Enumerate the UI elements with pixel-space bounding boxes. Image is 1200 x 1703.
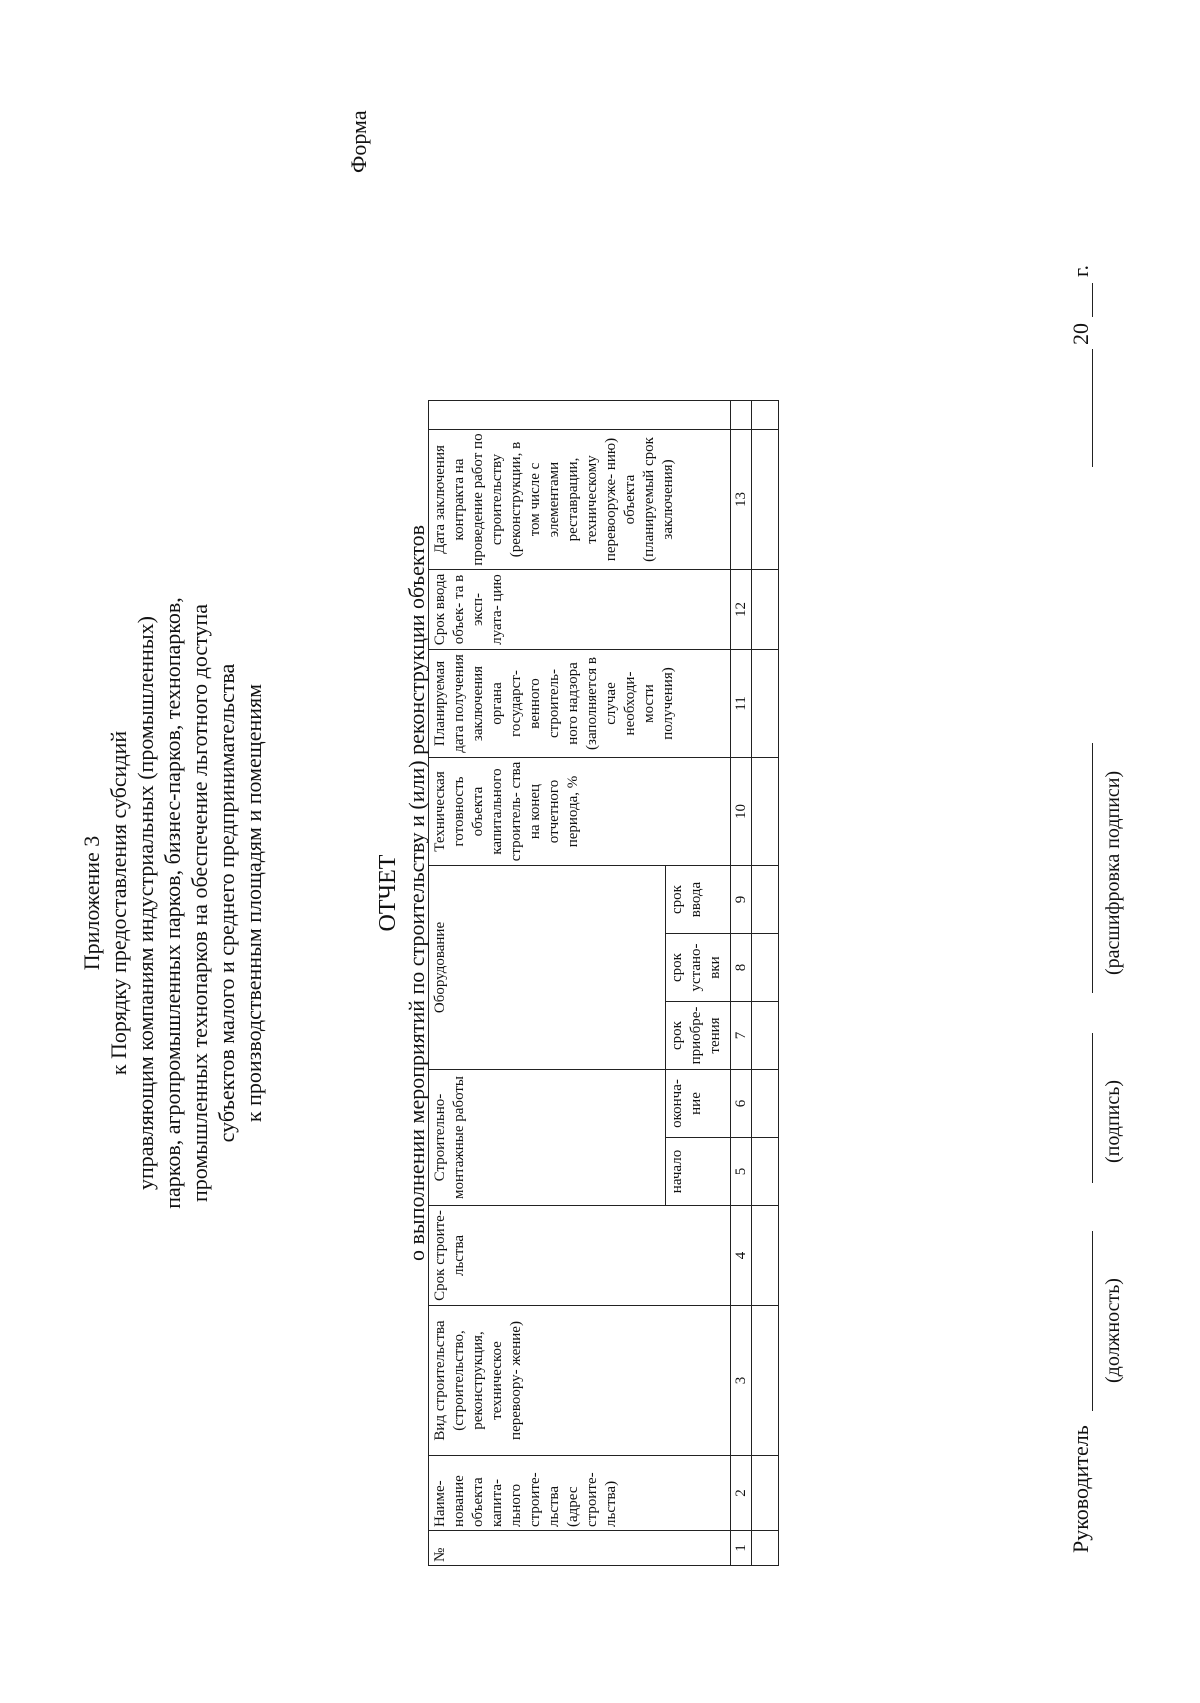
number-cell: 4 [731,1206,752,1306]
head-label: Руководитель [1068,1425,1093,1553]
header-cell-readiness: Техническая готовность объекта капитального строитель- ства на конец отчетного периода, % [429,758,731,866]
decode-line[interactable] [1092,743,1093,993]
number-cell: 8 [731,934,752,1002]
appendix-line: Приложение 3 [79,835,104,971]
position-line[interactable] [1092,1231,1093,1411]
decode-caption: (расшифровка подписи) [1102,770,1124,975]
number-cell: 6 [731,1070,752,1138]
header-cell-construction-term: Срок строите- льства [429,1206,731,1306]
form-label: Форма [346,110,371,173]
header-cell-construction-type: Вид строительства (строительство, реконструкция, техническое перевоору- жение) [429,1306,731,1456]
number-cell: 11 [731,650,752,758]
report-table [428,400,779,1566]
number-cell-blank [731,401,752,430]
subheader-cell-start: начало [666,1138,731,1206]
empty-cell[interactable] [752,934,779,1002]
table-number-row [731,401,752,1566]
number-cell: 12 [731,570,752,650]
empty-cell[interactable] [752,570,779,650]
empty-cell[interactable] [752,401,779,430]
appendix-line: парков, агропромышленных парков, бизнес-парков, технопарков, [160,597,185,1209]
subheader-cell-input-term: срок ввода [666,866,731,934]
empty-cell[interactable] [752,1206,779,1306]
number-cell: 13 [731,430,752,570]
header-cell-equipment: Оборудование [429,866,666,1070]
empty-cell[interactable] [752,1002,779,1070]
empty-cell[interactable] [752,1306,779,1456]
appendix-line: к Порядку предоставления субсидий [106,730,131,1076]
empty-cell[interactable] [752,1456,779,1531]
appendix-line: к производственным площадям и помещениям [241,683,266,1123]
report-title: ОТЧЕТ [375,854,401,932]
appendix-line: субъектов малого и среднего предпринимательства [214,663,239,1143]
header-cell-commissioning-term: Срок ввода объек- та в эксп- луата- цию [429,570,731,650]
header-cell-contract-date: Дата заключения контракта на проведение работ по строительству (реконструкции, в том числе с элементами реставрации, техническому перевооруже- нию) объекта (планируемый срок заключения) [429,430,731,570]
subheader-cell-end: оконча- ние [666,1070,731,1138]
appendix-line: управляющим компаниям индустриальных (промышленных) [133,616,158,1190]
date-line[interactable] [1092,349,1093,467]
number-cell: 7 [731,1002,752,1070]
table-header-row [429,401,666,1566]
signature-block [1068,153,1148,1553]
empty-cell[interactable] [752,1531,779,1566]
date-year-prefix: 20 [1068,323,1093,345]
report-subtitle: о выполнении мероприятий по строительству и (или) реконструкции объектов [404,525,429,1261]
header-cell-object-name: Наиме- нование объекта капита- льного строите- льства (адрес строите- льства) [429,1456,731,1531]
appendix-header [78,313,267,1493]
number-cell: 9 [731,866,752,934]
position-caption: (должность) [1102,1278,1124,1383]
subheader-cell-purchase-term: срок приобре- тения [666,1002,731,1070]
header-cell-number: № [429,1531,731,1566]
empty-cell[interactable] [752,758,779,866]
appendix-line: промышленных технопарков на обеспечение льготного доступа [187,604,212,1203]
header-cell-blank [429,401,731,430]
date-year-line[interactable] [1092,283,1093,317]
empty-cell[interactable] [752,430,779,570]
signature-line[interactable] [1092,1033,1093,1183]
number-cell: 2 [731,1456,752,1531]
table-row [752,401,779,1566]
number-cell: 5 [731,1138,752,1206]
number-cell: 1 [731,1531,752,1566]
signature-caption: (подпись) [1102,1079,1124,1163]
header-cell-construction-works: Строительно- монтажные работы [429,1070,666,1206]
number-cell: 10 [731,758,752,866]
subheader-cell-install-term: срок устано- вки [666,934,731,1002]
date-year-suffix: г. [1068,264,1093,277]
empty-cell[interactable] [752,650,779,758]
empty-cell[interactable] [752,866,779,934]
empty-cell[interactable] [752,1138,779,1206]
number-cell: 3 [731,1306,752,1456]
empty-cell[interactable] [752,1070,779,1138]
header-cell-supervision-date: Планируемая дата получения заключения органа государст- венного строитель- ного надзора (заполняется в случае необходи- мости получения) [429,650,731,758]
